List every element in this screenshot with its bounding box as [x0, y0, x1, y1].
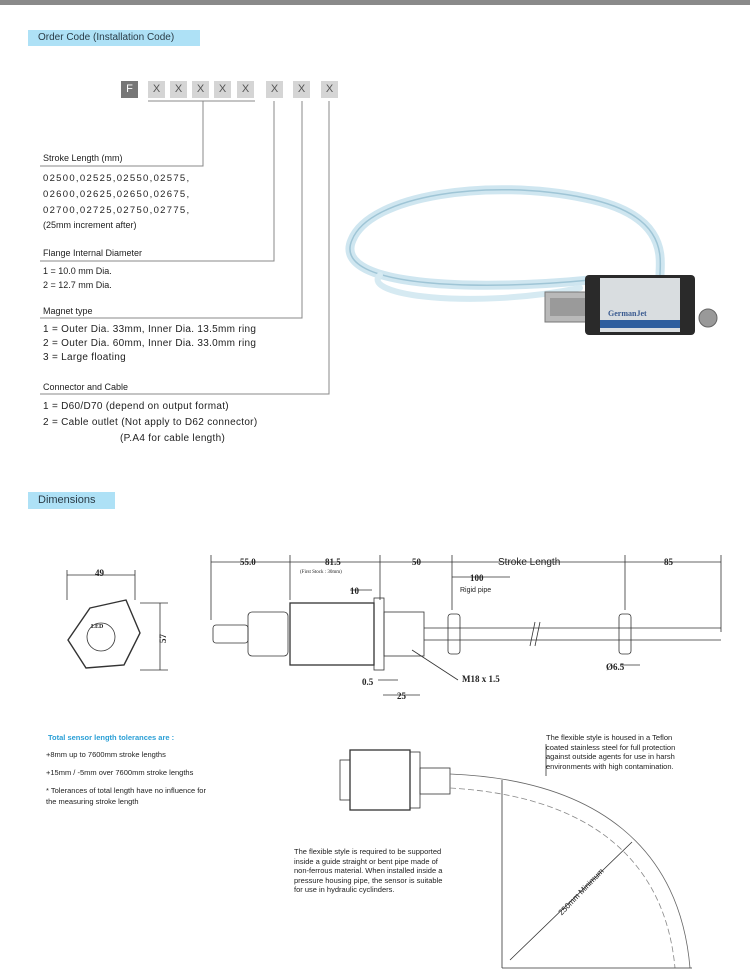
flange-title: Flange Internal Diameter [43, 248, 143, 258]
tolerance-title: Total sensor length tolerances are : [48, 733, 175, 742]
code-box: X [293, 81, 310, 98]
stroke-increment-note: (25mm increment after) [43, 220, 137, 230]
note-line: against outside agents for use in harsh [546, 752, 675, 761]
product-brand-label: GermanJet [608, 309, 647, 318]
thread-m18: M18 x 1.5 [462, 674, 500, 684]
dim-85: 85 [664, 557, 673, 567]
code-box: X [148, 81, 165, 98]
stroke-values-line: 02700,02725,02750,02775, [43, 205, 191, 216]
magnet-option: 2 = Outer Dia. 60mm, Inner Dia. 33.0mm ring [43, 338, 257, 349]
flange-option: 1 = 10.0 mm Dia. [43, 266, 112, 276]
flexible-note-2 [294, 847, 442, 895]
order-code-header: Order Code (Installation Code) [28, 30, 200, 46]
flexible-note-1 [546, 733, 675, 771]
radius-label: 250mm Minimum [556, 866, 606, 918]
dim-55: 55.0 [240, 557, 256, 567]
code-box: X [192, 81, 209, 98]
rigid-pipe-label: Rigid pipe [460, 587, 492, 594]
dim-57: 57 [158, 634, 168, 643]
code-box: X [266, 81, 283, 98]
tolerance-line: +8mm up to 7600mm stroke lengths [46, 750, 166, 759]
connector-option: 2 = Cable outlet (Not apply to D62 connector) [43, 417, 258, 428]
stroke-length-label: Stroke Length [498, 557, 561, 568]
flange-option: 2 = 12.7 mm Dia. [43, 280, 112, 290]
tolerance-line: * Tolerances of total length have no influence for [46, 786, 206, 795]
led-label: LED [91, 624, 104, 630]
dim-49: 49 [95, 568, 104, 578]
code-box: X [321, 81, 338, 98]
dim-10: 10 [350, 586, 359, 596]
magnet-option: 3 = Large floating [43, 352, 126, 363]
note-line: for use in hydraulic cyclinders. [294, 885, 395, 894]
dimensions-drawing [0, 540, 750, 710]
dim-50: 50 [412, 557, 421, 567]
tolerance-line: the measuring stroke length [46, 797, 139, 806]
code-box: X [237, 81, 254, 98]
dim-81-5-note: (First Stock : 30mm) [300, 570, 342, 575]
connector-option-note: (P.A4 for cable length) [120, 433, 226, 444]
stroke-values-line: 02600,02625,02650,02675, [43, 189, 191, 200]
note-line: inside a guide straight or bent pipe made of [294, 856, 438, 866]
dim-0-5: 0.5 [362, 677, 374, 687]
stroke-values-line: 02500,02525,02550,02575, [43, 173, 191, 184]
note-line: The flexible style is housed in a Teflon [546, 733, 673, 742]
dim-25: 25 [397, 691, 406, 701]
code-box-f: F [121, 81, 138, 98]
dim-81-5: 81.5 [325, 557, 341, 567]
note-line: environments with high contamination. [546, 761, 674, 771]
connector-title: Connector and Cable [43, 382, 129, 392]
magnet-title: Magnet type [43, 306, 93, 316]
note-line: pressure housing pipe, the sensor is suitable [294, 875, 443, 885]
product-photo [340, 180, 720, 360]
connector-option: 1 = D60/D70 (depend on output format) [43, 401, 229, 412]
code-box: X [170, 81, 187, 98]
note-line: non-ferrous material. When installed inside a [294, 866, 443, 875]
dim-100: 100 [470, 573, 484, 583]
note-line: The flexible style is required to be supported [294, 847, 442, 856]
stroke-length-title: Stroke Length (mm) [43, 153, 123, 163]
dim-6-5: Ø6.5 [606, 662, 625, 672]
tolerance-line: +15mm / -5mm over 7600mm stroke lengths [46, 768, 194, 777]
note-line: coated stainless steel for full protection [546, 742, 676, 752]
code-box: X [214, 81, 231, 98]
dimensions-header: Dimensions [28, 492, 115, 509]
magnet-option: 1 = Outer Dia. 33mm, Inner Dia. 13.5mm ring [43, 324, 257, 335]
